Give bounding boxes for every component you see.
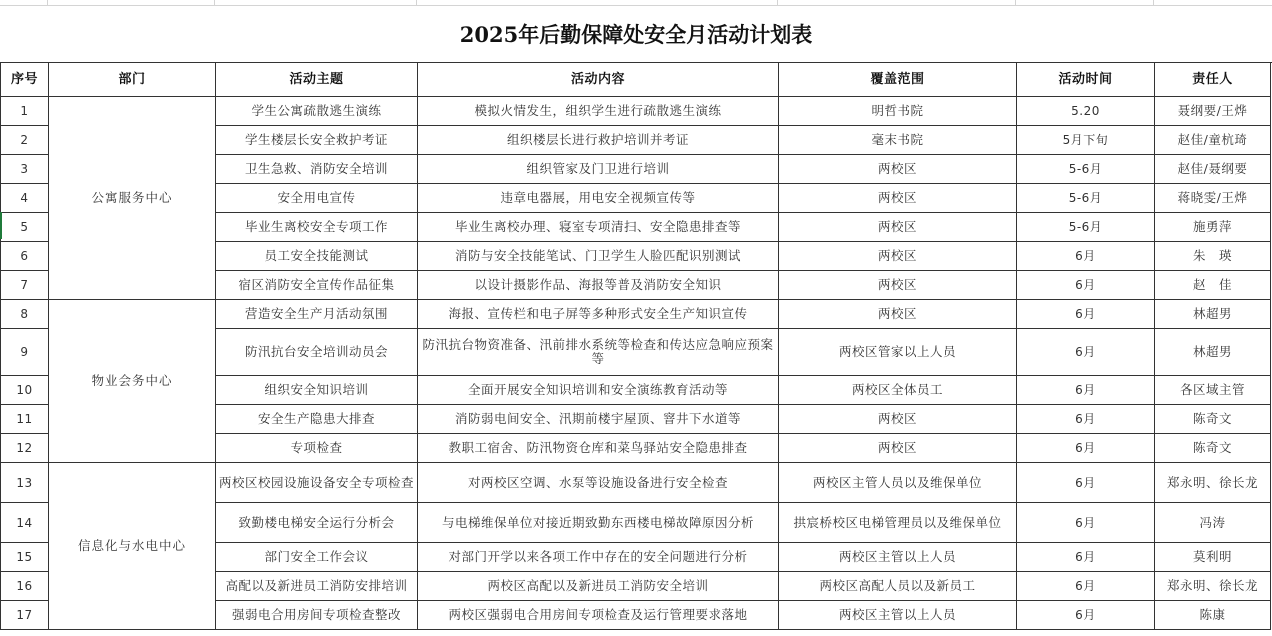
time-cell[interactable]: 6月 <box>1017 463 1155 503</box>
person-cell[interactable]: 冯涛 <box>1155 503 1271 543</box>
theme-cell[interactable]: 防汛抗台安全培训动员会 <box>216 329 418 376</box>
theme-cell[interactable]: 毕业生离校安全专项工作 <box>216 213 418 242</box>
time-cell[interactable]: 6月 <box>1017 300 1155 329</box>
time-cell[interactable]: 6月 <box>1017 405 1155 434</box>
time-cell[interactable]: 5-6月 <box>1017 184 1155 213</box>
row-number-cell[interactable]: 8 <box>1 300 49 329</box>
scope-cell[interactable]: 两校区主管人员以及维保单位 <box>779 463 1017 503</box>
theme-cell[interactable]: 组织安全知识培训 <box>216 376 418 405</box>
header-theme[interactable]: 活动主题 <box>216 63 418 97</box>
scope-cell[interactable]: 毫末书院 <box>779 126 1017 155</box>
row-number-cell[interactable]: 13 <box>1 463 49 503</box>
header-content[interactable]: 活动内容 <box>418 63 779 97</box>
content-cell[interactable]: 毕业生离校办理、寝室专项清扫、安全隐患排查等 <box>418 213 779 242</box>
time-cell[interactable]: 6月 <box>1017 434 1155 463</box>
content-cell[interactable]: 消防与安全技能笔试、门卫学生人脸匹配识别测试 <box>418 242 779 271</box>
scope-cell[interactable]: 两校区主管以上人员 <box>779 543 1017 572</box>
row-number-cell[interactable]: 6 <box>1 242 49 271</box>
active-cell-marker <box>0 212 2 239</box>
person-cell[interactable]: 郑永明、徐长龙 <box>1155 572 1271 601</box>
row-number-cell[interactable]: 12 <box>1 434 49 463</box>
person-cell[interactable]: 朱 瑛 <box>1155 242 1271 271</box>
person-cell[interactable]: 莫利明 <box>1155 543 1271 572</box>
scope-cell[interactable]: 两校区 <box>779 300 1017 329</box>
content-cell[interactable]: 对两校区空调、水泵等设施设备进行安全检查 <box>418 463 779 503</box>
theme-cell[interactable]: 营造安全生产月活动氛围 <box>216 300 418 329</box>
header-dept[interactable]: 部门 <box>49 63 216 97</box>
content-cell[interactable]: 违章电器展，用电安全视频宣传等 <box>418 184 779 213</box>
time-cell[interactable]: 6月 <box>1017 329 1155 376</box>
header-scope[interactable]: 覆盖范围 <box>779 63 1017 97</box>
theme-cell[interactable]: 卫生急救、消防安全培训 <box>216 155 418 184</box>
sheet-title[interactable]: 2025年后勤保障处安全月活动计划表 <box>0 5 1272 63</box>
content-cell[interactable]: 两校区强弱电合用房间专项检查及运行管理要求落地 <box>418 601 779 630</box>
theme-cell[interactable]: 安全生产隐患大排查 <box>216 405 418 434</box>
row-number-cell[interactable]: 7 <box>1 271 49 300</box>
content-cell[interactable]: 以设计摄影作品、海报等普及消防安全知识 <box>418 271 779 300</box>
content-cell[interactable]: 组织楼层长进行救护培训并考证 <box>418 126 779 155</box>
person-cell[interactable]: 林超男 <box>1155 329 1271 376</box>
time-cell[interactable]: 6月 <box>1017 376 1155 405</box>
scope-cell[interactable]: 两校区 <box>779 242 1017 271</box>
time-cell[interactable]: 6月 <box>1017 572 1155 601</box>
content-cell[interactable]: 组织管家及门卫进行培训 <box>418 155 779 184</box>
theme-cell[interactable]: 员工安全技能测试 <box>216 242 418 271</box>
row-number-cell[interactable]: 10 <box>1 376 49 405</box>
theme-cell[interactable]: 两校区校园设施设备安全专项检查 <box>216 463 418 503</box>
scope-cell[interactable]: 两校区 <box>779 434 1017 463</box>
row-number-cell[interactable]: 9 <box>1 329 49 376</box>
content-cell[interactable]: 与电梯维保单位对接近期致勤东西楼电梯故障原因分析 <box>418 503 779 543</box>
theme-cell[interactable]: 致勤楼电梯安全运行分析会 <box>216 503 418 543</box>
person-cell[interactable]: 聂纲要/王烨 <box>1155 97 1271 126</box>
scope-cell[interactable]: 两校区 <box>779 184 1017 213</box>
scope-cell[interactable]: 两校区 <box>779 213 1017 242</box>
content-cell[interactable]: 防汛抗台物资准备、汛前排水系统等检查和传达应急响应预案等 <box>418 329 779 376</box>
table-row <box>1 97 1271 126</box>
person-cell[interactable]: 陈奇文 <box>1155 405 1271 434</box>
person-cell[interactable]: 蒋晓雯/王烨 <box>1155 184 1271 213</box>
person-cell[interactable]: 赵佳/童杭琦 <box>1155 126 1271 155</box>
scope-cell[interactable]: 拱宸桥校区电梯管理员以及维保单位 <box>779 503 1017 543</box>
content-cell[interactable]: 海报、宣传栏和电子屏等多种形式安全生产知识宣传 <box>418 300 779 329</box>
row-number-cell[interactable]: 16 <box>1 572 49 601</box>
row-number-cell[interactable]: 2 <box>1 126 49 155</box>
content-cell[interactable]: 模拟火情发生，组织学生进行疏散逃生演练 <box>418 97 779 126</box>
theme-cell[interactable]: 部门安全工作会议 <box>216 543 418 572</box>
time-cell[interactable]: 5.20 <box>1017 97 1155 126</box>
person-cell[interactable]: 郑永明、徐长龙 <box>1155 463 1271 503</box>
row-number-cell[interactable]: 14 <box>1 503 49 543</box>
table-row <box>1 463 1271 503</box>
department-cell[interactable]: 物业会务中心 <box>49 300 216 463</box>
row-number-cell[interactable]: 5 <box>1 213 49 242</box>
theme-cell[interactable]: 强弱电合用房间专项检查整改 <box>216 601 418 630</box>
time-cell[interactable]: 6月 <box>1017 503 1155 543</box>
time-cell[interactable]: 6月 <box>1017 271 1155 300</box>
content-cell[interactable]: 全面开展安全知识培训和安全演练教育活动等 <box>418 376 779 405</box>
time-cell[interactable]: 5-6月 <box>1017 155 1155 184</box>
theme-cell[interactable]: 宿区消防安全宣传作品征集 <box>216 271 418 300</box>
person-cell[interactable]: 施勇萍 <box>1155 213 1271 242</box>
time-cell[interactable]: 5-6月 <box>1017 213 1155 242</box>
time-cell[interactable]: 5月下旬 <box>1017 126 1155 155</box>
person-cell[interactable]: 赵佳/聂纲要 <box>1155 155 1271 184</box>
scope-cell[interactable]: 两校区 <box>779 271 1017 300</box>
header-time[interactable]: 活动时间 <box>1017 63 1155 97</box>
theme-cell[interactable]: 专项检查 <box>216 434 418 463</box>
theme-cell[interactable]: 高配以及新进员工消防安排培训 <box>216 572 418 601</box>
scope-cell[interactable]: 两校区高配人员以及新员工 <box>779 572 1017 601</box>
person-cell[interactable]: 陈康 <box>1155 601 1271 630</box>
theme-cell[interactable]: 安全用电宣传 <box>216 184 418 213</box>
department-cell[interactable]: 公寓服务中心 <box>49 97 216 300</box>
department-cell[interactable]: 信息化与水电中心 <box>49 463 216 630</box>
content-cell[interactable]: 教职工宿舍、防汛物资仓库和菜鸟驿站安全隐患排查 <box>418 434 779 463</box>
time-cell[interactable]: 6月 <box>1017 543 1155 572</box>
content-cell[interactable]: 两校区高配以及新进员工消防安全培训 <box>418 572 779 601</box>
table-row <box>1 300 1271 329</box>
header-no[interactable]: 序号 <box>1 63 49 97</box>
scope-cell[interactable]: 两校区管家以上人员 <box>779 329 1017 376</box>
person-cell[interactable]: 陈奇文 <box>1155 434 1271 463</box>
row-number-cell[interactable]: 11 <box>1 405 49 434</box>
scope-cell[interactable]: 两校区 <box>779 405 1017 434</box>
scope-cell[interactable]: 两校区主管以上人员 <box>779 601 1017 630</box>
time-cell[interactable]: 6月 <box>1017 242 1155 271</box>
row-number-cell[interactable]: 17 <box>1 601 49 630</box>
header-person[interactable]: 责任人 <box>1155 63 1271 97</box>
row-number-cell[interactable]: 3 <box>1 155 49 184</box>
time-cell[interactable]: 6月 <box>1017 601 1155 630</box>
row-number-cell[interactable]: 4 <box>1 184 49 213</box>
person-cell[interactable]: 林超男 <box>1155 300 1271 329</box>
header-row <box>1 63 1271 97</box>
row-number-cell[interactable]: 15 <box>1 543 49 572</box>
scope-cell[interactable]: 明哲书院 <box>779 97 1017 126</box>
scope-cell[interactable]: 两校区 <box>779 155 1017 184</box>
theme-cell[interactable]: 学生公寓疏散逃生演练 <box>216 97 418 126</box>
person-cell[interactable]: 赵 佳 <box>1155 271 1271 300</box>
content-cell[interactable]: 对部门开学以来各项工作中存在的安全问题进行分析 <box>418 543 779 572</box>
row-number-cell[interactable]: 1 <box>1 97 49 126</box>
scope-cell[interactable]: 两校区全体员工 <box>779 376 1017 405</box>
activity-table <box>0 62 1271 630</box>
content-cell[interactable]: 消防弱电间安全、汛期前楼宇屋顶、窨井下水道等 <box>418 405 779 434</box>
person-cell[interactable]: 各区域主管 <box>1155 376 1271 405</box>
theme-cell[interactable]: 学生楼层长安全救护考证 <box>216 126 418 155</box>
